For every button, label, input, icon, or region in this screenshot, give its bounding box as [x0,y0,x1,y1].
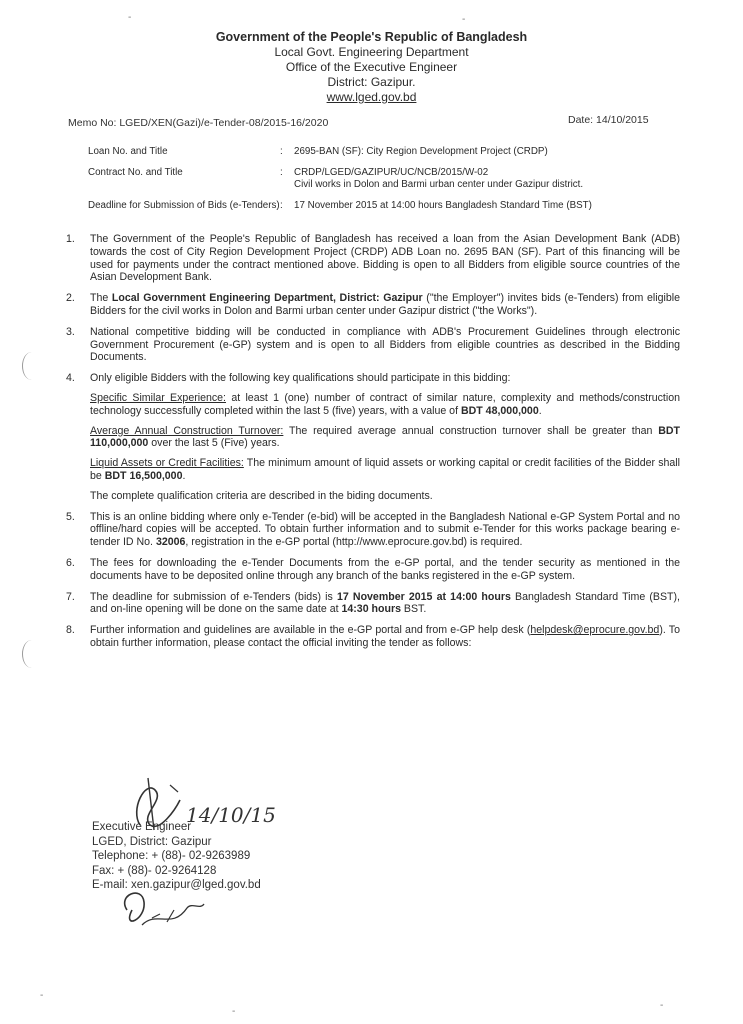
sub-heading: Average Annual Construction Turnover: [90,424,284,437]
memo-number: Memo No: LGED/XEN(Gazi)/e-Tender-08/2015-16/2020 [68,117,329,129]
fax: Fax: + (88)- 02-9264128 [92,864,217,877]
item-text: The Government of the People's Republic of Bangladesh has received a loan from the Asian Development Bank (ADB) towards the cost of City Region Development Project (CRDP) ADB Loan no. 2695 BAN (SF). Part of this financing will be used for payments under the contract mentioned above. Bidding is open to all Bidders from eligible source countries of the Asian Development Bank. [90,233,680,284]
text-span: ). To obtain further information, please contact the official inviting the tender as follows: [90,624,680,649]
deadline-row [88,200,678,212]
colon: : [280,146,283,157]
scan-mark: - [660,1000,664,1011]
item-number: 5. [66,510,75,523]
loan-label: Loan No. and Title [88,146,168,157]
list-item [66,591,680,617]
item-text [90,511,680,549]
contract-row [88,167,678,191]
list-item [66,557,680,583]
item-number: 8. [66,624,75,637]
colon: : [280,167,283,178]
qualification-intro: Only eligible Bidders with the following key qualifications should participate in this bidding: [90,372,511,385]
colon: : [280,200,283,211]
handwritten-date: 14/10/15 [186,803,276,827]
contract-number: CRDP/LGED/GAZIPUR/UC/NCB/2015/W-02 [294,167,489,178]
sub-heading: Liquid Assets or Credit Facilities: [90,457,244,470]
telephone: Telephone: + (88)- 02-9263989 [92,850,251,862]
text-span: at least 1 (one) number of contract of similar nature, complexity and methods/construction technology successfully completed within the last 5 (five) years, with a value of [90,391,680,417]
text-span: , registration in the e-GP portal (http://www.eprocure.gov.bd) is required. [185,536,523,549]
opening-time: 14:30 hours [341,603,401,616]
text-span: Further information and guidelines are available in the e-GP portal and from e-GP help desk ( [90,624,531,637]
list-item [66,624,680,650]
item-text [90,624,680,650]
signer-org: LGED, District: Gazipur [92,835,212,848]
item-number: 4. [66,372,75,385]
employer-name: Local Government Engineering Department, District: Gazipur [111,292,423,305]
item-number: 6. [66,556,75,569]
scan-mark: - [462,14,466,25]
loan-row [88,146,678,158]
qualification-liquid-assets [90,457,680,483]
text-span: The required average annual construction turnover shall be greater than [283,424,659,437]
amount: BDT 48,000,000 [460,404,539,417]
sub-heading: Specific Similar Experience: [90,391,227,404]
text-span: This is an online bidding where only e-Tender (e-bid) will be accepted in the Bangladesh National e-GP System Portal and no offline/hard copies will be accepted. To obtain further information and to submit e-Tender for this works package bearing e-tender ID No. [90,510,680,549]
district-name: District: Gazipur. [327,75,416,89]
item-text: The fees for downloading the e-Tender Documents from the e-GP portal, and the tender security as mentioned in the documents have to be deposited online through any branch of the banks registered in the e-GP system. [90,556,680,582]
list-item [66,233,680,284]
contract-title: Civil works in Dolon and Barmi urban center under Gazipur district. [294,179,584,190]
signer-title: Executive Engineer [92,821,192,833]
government-name: Government of the People's Republic of Bangladesh [215,30,528,44]
item-text: National competitive bidding will be conducted in compliance with ADB's Procurement Guidelines through electronic Government Procurement (e-GP) system and is open to all Bidders from eligible countries as described in the Bidding Documents. [90,325,680,364]
text-span: The minimum amount of liquid assets or working capital or credit facilities of the Bidder shall be [90,457,680,482]
tender-id: 32006 [155,536,186,549]
website-link[interactable]: www.lged.gov.bd [326,90,417,104]
scan-mark: - [232,1006,236,1017]
scan-mark: - [40,990,44,1001]
text-span: The deadline for submission of e-Tenders (bids) is [90,590,337,603]
criteria-note: The complete qualification criteria are described in the biding documents. [90,489,433,502]
item-text [90,591,680,617]
qualification-experience [90,392,680,418]
list-item [66,511,680,549]
letterhead [0,30,743,105]
memo-date: Date: 14/10/2015 [568,114,649,126]
text-span: The [90,292,112,305]
deadline-emphasis: 17 November 2015 at 14:00 hours [336,590,511,603]
office-name: Office of the Executive Engineer [285,60,458,74]
punch-hole-mark [22,640,41,668]
item-text [90,372,680,502]
text-span: over the last 5 (Five) years. [148,437,280,450]
text-span: ("the Employer") invites bids (e-Tenders) from eligible Bidders for the civil works in Dolon and Barmi urban center under Gazipur district ("the Works"). [90,292,680,317]
amount: BDT 16,500,000 [104,469,183,482]
email[interactable]: E-mail: xen.gazipur@lged.gov.bd [92,879,261,891]
tender-notice-body [66,233,680,658]
item-number: 7. [66,590,75,603]
item-text [90,292,680,318]
helpdesk-email-link[interactable]: helpdesk@eprocure.gov.bd [530,624,660,637]
text-span: BST. [400,603,427,616]
list-item [66,292,680,318]
item-number: 1. [66,233,75,245]
item-number: 2. [66,292,75,305]
initials-scribble [112,880,212,940]
text-span: . [182,469,186,482]
text-span: Bangladesh Standard Time (BST), and on-line opening will be done on the same date at [90,590,680,616]
loan-value: 2695-BAN (SF): City Region Development Project (CRDP) [294,146,548,157]
deadline-label: Deadline for Submission of Bids (e-Tenders) [88,200,280,211]
contract-value [294,167,678,191]
amount: BDT 110,000,000 [90,424,681,450]
list-item [66,372,680,502]
tender-info-table [88,146,678,221]
department-name: Local Govt. Engineering Department [274,45,469,59]
contract-label: Contract No. and Title [88,167,183,178]
deadline-value: 17 November 2015 at 14:00 hours Bangladesh Standard Time (BST) [294,200,592,211]
punch-hole-mark [22,352,41,380]
text-span: . [538,404,542,417]
scan-mark: - [128,12,132,23]
list-item [66,326,680,364]
qualification-turnover [90,425,680,451]
item-number: 3. [66,325,75,338]
